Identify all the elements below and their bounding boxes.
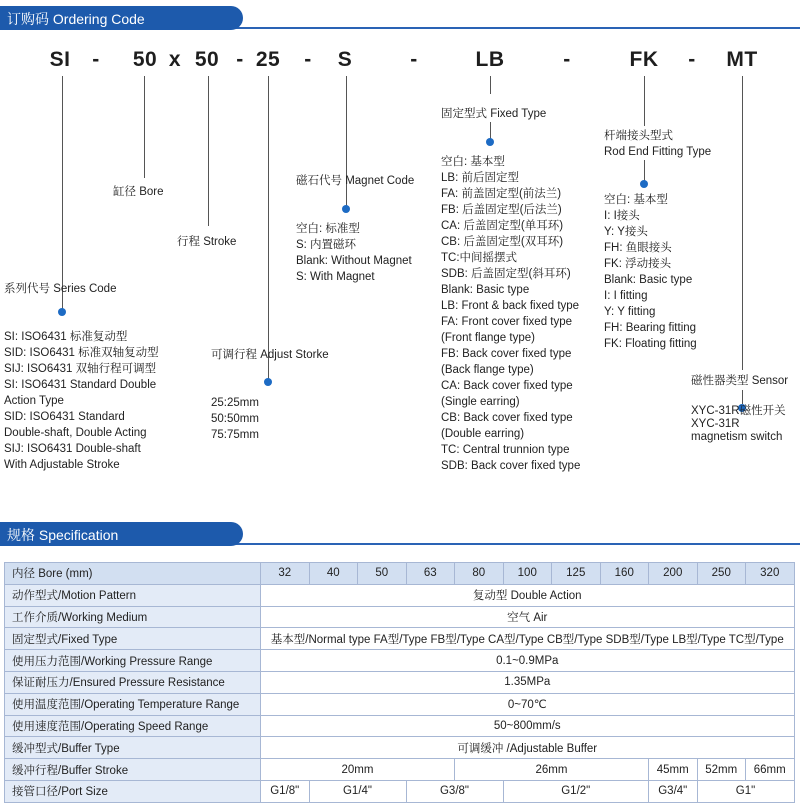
list-line: LB: 前后固定型	[441, 172, 519, 184]
list-line: FK: 浮动接头	[604, 258, 672, 270]
value-cell: 可调缓冲 /Adjustable Buffer	[261, 737, 795, 759]
list-line: SI: ISO6431 标准复动型	[4, 331, 128, 343]
list-line: Y: Y fitting	[604, 306, 656, 318]
row-label: 使用压力范围/Working Pressure Range	[5, 650, 261, 672]
list-line: 75:75mm	[211, 429, 259, 441]
code-segment: 50	[194, 48, 220, 71]
adjust-head: 可调行程 Adjust Storke	[211, 349, 329, 361]
ordering-code-header	[0, 6, 800, 34]
list-line: FK: Floating fitting	[604, 338, 697, 350]
fixed-leader	[490, 76, 491, 94]
value-cell: G1/2"	[503, 780, 649, 802]
bore-label: 缸径 Bore	[113, 186, 164, 198]
code-separator: -	[236, 48, 244, 71]
bore-header-cell: 内径 Bore (mm)	[5, 563, 261, 585]
rodend-head-en: Rod End Fitting Type	[604, 146, 712, 158]
code-separator: x	[168, 48, 182, 71]
list-line: magnetism switch	[691, 431, 783, 443]
code-segment: FK	[629, 48, 659, 71]
row-label: 固定型式/Fixed Type	[5, 628, 261, 650]
value-cell: 空气 Air	[261, 606, 795, 628]
specification-header	[0, 522, 800, 550]
list-line: 空白: 基本型	[441, 156, 505, 168]
row-label: 保证耐压力/Ensured Pressure Resistance	[5, 671, 261, 693]
value-cell: 45mm	[649, 759, 698, 781]
list-line: SDB: Back cover fixed type	[441, 460, 581, 472]
value-cell: G1/4"	[309, 780, 406, 802]
list-line: CB: 后盖固定型(双耳环)	[441, 236, 564, 248]
header-tab	[0, 6, 243, 30]
list-line: XYC-31R磁性开关	[691, 405, 786, 417]
list-line: CA: 后盖固定型(单耳环)	[441, 220, 564, 232]
sensor-head: 磁性器类型 Sensor	[691, 375, 789, 387]
list-line: Double-shaft, Double Acting	[4, 427, 147, 439]
table-row	[5, 606, 795, 628]
list-line: FH: 鱼眼接头	[604, 242, 672, 254]
list-line: SI: ISO6431 Standard Double	[4, 379, 157, 391]
specification-title: 规格 Specification	[7, 527, 119, 543]
list-line: S: 内置磁环	[296, 239, 357, 251]
list-line: SID: ISO6431 标准双轴复动型	[4, 347, 159, 359]
code-segment: 25	[255, 48, 281, 71]
table-row	[5, 715, 795, 737]
value-cell: 20mm	[261, 759, 455, 781]
value-cell: 0~70℃	[261, 693, 795, 715]
bore-size-cell: 160	[600, 563, 649, 585]
list-line: With Adjustable Stroke	[4, 459, 120, 471]
bore-size-cell: 50	[358, 563, 407, 585]
list-line: FA: 前盖固定型(前法兰)	[441, 188, 562, 200]
row-label: 使用温度范围/Operating Temperature Range	[5, 693, 261, 715]
adjust-leader	[268, 76, 269, 382]
list-line: 50:50mm	[211, 413, 259, 425]
list-line: (Front flange type)	[441, 332, 535, 344]
list-line: Blank: Basic type	[604, 274, 693, 286]
bore-size-cell: 63	[406, 563, 455, 585]
table-row	[5, 759, 795, 781]
code-segment: SI	[49, 48, 71, 71]
list-line: LB: Front & back fixed type	[441, 300, 580, 312]
sensor-block	[691, 373, 788, 444]
value-cell: G1/8"	[261, 780, 310, 802]
bore-size-cell: 200	[649, 563, 698, 585]
code-separator: -	[304, 48, 312, 71]
code-separator: -	[563, 48, 571, 71]
value-cell: 复动型 Double Action	[261, 584, 795, 606]
value-cell: 50~800mm/s	[261, 715, 795, 737]
series-head: 系列代号 Series Code	[4, 283, 117, 295]
list-line: I: I fitting	[604, 290, 648, 302]
list-line: SIJ: ISO6431 双轴行程可调型	[4, 363, 157, 375]
list-line: TC:中间摇摆式	[441, 252, 518, 264]
value-cell: 0.1~0.9MPa	[261, 650, 795, 672]
magnet-head: 磁石代号 Magnet Code	[296, 175, 415, 187]
list-line: SDB: 后盖固定型(斜耳环)	[441, 268, 571, 280]
value-cell: G3/8"	[406, 780, 503, 802]
table-row	[5, 628, 795, 650]
table-row	[5, 671, 795, 693]
specification-table	[4, 562, 795, 803]
list-line: Y: Y接头	[604, 226, 648, 238]
list-line: FB: Back cover fixed type	[441, 348, 572, 360]
value-cell: 26mm	[455, 759, 649, 781]
ordering-code-title: 订购码 Ordering Code	[7, 11, 145, 27]
fixed-head: 固定型式 Fixed Type	[441, 108, 547, 120]
table-row	[5, 693, 795, 715]
fixed-lines	[441, 154, 580, 474]
bore-leader	[144, 76, 145, 178]
list-line: CB: Back cover fixed type	[441, 412, 573, 424]
list-line: FB: 后盖固定型(后法兰)	[441, 204, 562, 216]
header-tab	[0, 522, 243, 546]
code-separator: -	[410, 48, 418, 71]
rodend-block	[604, 128, 711, 352]
rodend-head-cn: 杆端接头型式	[604, 130, 673, 142]
value-cell: 1.35MPa	[261, 671, 795, 693]
bore-size-cell: 100	[503, 563, 552, 585]
list-line: Blank: Without Magnet	[296, 255, 412, 267]
code-separator: -	[688, 48, 696, 71]
rodend-lines	[604, 192, 711, 352]
fixed-block	[441, 106, 580, 474]
list-line: S: With Magnet	[296, 271, 375, 283]
bore-size-cell: 32	[261, 563, 310, 585]
row-label: 动作型式/Motion Pattern	[5, 584, 261, 606]
adjust-block	[211, 347, 329, 443]
code-segment: S	[337, 48, 353, 71]
bore-size-cell: 320	[746, 563, 795, 585]
series-block	[4, 281, 159, 473]
list-line: FA: Front cover fixed type	[441, 316, 573, 328]
code-segment: MT	[726, 48, 758, 71]
row-label: 工作介质/Working Medium	[5, 606, 261, 628]
list-line: TC: Central trunnion type	[441, 444, 570, 456]
bore-size-cell: 80	[455, 563, 504, 585]
table-row	[5, 737, 795, 759]
value-cell: G3/4"	[649, 780, 698, 802]
row-label: 使用速度范围/Operating Speed Range	[5, 715, 261, 737]
bore-size-cell: 40	[309, 563, 358, 585]
code-separator: -	[92, 48, 100, 71]
list-line: CA: Back cover fixed type	[441, 380, 573, 392]
list-line: 空白: 标准型	[296, 223, 360, 235]
row-label: 缓冲型式/Buffer Type	[5, 737, 261, 759]
list-line: FH: Bearing fitting	[604, 322, 697, 334]
magnet-lines	[296, 221, 414, 285]
list-line: SIJ: ISO6431 Double-shaft	[4, 443, 141, 455]
sensor-leader	[742, 76, 743, 370]
sensor-lines	[691, 405, 788, 444]
code-segment: 50	[132, 48, 158, 71]
table-header-row	[5, 563, 795, 585]
adjust-lines	[211, 395, 329, 443]
code-segment: LB	[475, 48, 505, 71]
list-line: I: I接头	[604, 210, 640, 222]
list-line: Blank: Basic type	[441, 284, 530, 296]
table-row	[5, 780, 795, 802]
stroke-leader	[208, 76, 209, 226]
row-label: 缓冲行程/Buffer Stroke	[5, 759, 261, 781]
list-line: (Back flange type)	[441, 364, 534, 376]
rodend-leader	[644, 76, 645, 126]
value-cell: 基本型/Normal type FA型/Type FB型/Type CA型/Type CB型/Type SDB型/Type LB型/Type TC型/Type	[261, 628, 795, 650]
list-line: SID: ISO6431 Standard	[4, 411, 125, 423]
table-row	[5, 650, 795, 672]
series-lines	[4, 329, 159, 473]
list-line: Action Type	[4, 395, 64, 407]
list-line: (Double earring)	[441, 428, 525, 440]
magnet-block	[296, 173, 414, 285]
bore-size-cell: 125	[552, 563, 601, 585]
table-row	[5, 584, 795, 606]
list-line: (Single earring)	[441, 396, 520, 408]
value-cell: 52mm	[697, 759, 746, 781]
series-leader	[62, 76, 63, 312]
list-line: XYC-31R	[691, 418, 740, 430]
list-line: 空白: 基本型	[604, 194, 668, 206]
bore-size-cell: 250	[697, 563, 746, 585]
list-line: 25:25mm	[211, 397, 259, 409]
value-cell: G1"	[697, 780, 794, 802]
stroke-label: 行程 Stroke	[177, 236, 237, 248]
value-cell: 66mm	[746, 759, 795, 781]
row-label: 接管口径/Port Size	[5, 780, 261, 802]
